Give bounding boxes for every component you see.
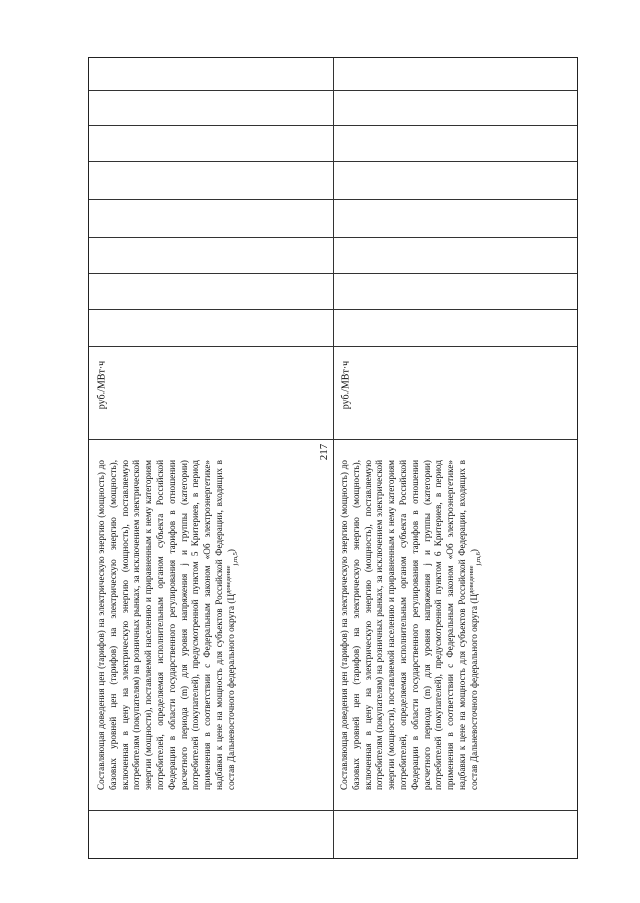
page-number: 217 bbox=[318, 443, 330, 461]
row-1-description-text: Составляющая доведения цен (тарифов) на электрическую энергию (мощность) до базовых уровней цен (тарифов) на электрическую энергию (мощность), включенная в цену на электрическую энергию (мощность), поставляемую потребителям (покупателям) на розничных рынках, за исключением электрической энергии (мощности), поставляемой населению и приравненным к нему категориям потребителей, определяемая исполнительным органом субъекта Российской Федерации в области государственного регулирования тарифов в отношении расчетного периода (m) для уровня напряжения j и группы (категории) потребителей (покупателей), предусмотренной пунктом 5 Критериев, в период применения в соответствии с Федеральным законом «Об электроэнергетике» надбавки к цене на мощность для субъектов Российской Федерации, входящих в состав Дальневосточного федерального округа $(Ц^{доведение}_{j,m,5})$ bbox=[96, 460, 239, 790]
row-2-description-text: Составляющая доведения цен (тарифов) на электрическую энергию (мощность) до базовых уровней цен (тарифов) на электрическую энергию (мощность), включенная в цену на электрическую энергию (мощность), поставляемую потребителям (покупателям) на розничных рынках, за исключением электрической энергии (мощности), поставляемой населению и приравненным к нему категориям потребителей, определяемая исполнительным органом субъекта Российской Федерации в области государственного регулирования тарифов в отношении расчетного периода (m) для уровня напряжения j и группы (категории) потребителей (покупателей), предусмотренной пунктом 6 Критериев, в период применения в соответствии с Федеральным законом «Об электроэнергетике» надбавки к цене на мощность для субъектов Российской Федерации, входящих в состав Дальневосточного федерального округа $(Ц^{доведение}_{j,m,6})$ bbox=[339, 460, 482, 790]
column-divider bbox=[89, 199, 577, 200]
column-divider bbox=[89, 90, 577, 91]
column-divider bbox=[89, 346, 577, 347]
column-divider bbox=[89, 125, 577, 126]
column-divider bbox=[89, 273, 577, 274]
row-2-description bbox=[339, 460, 571, 790]
column-divider bbox=[89, 161, 577, 162]
column-divider bbox=[89, 309, 577, 310]
column-divider bbox=[89, 810, 577, 811]
row-1-unit: руб./МВт·ч bbox=[96, 360, 108, 410]
column-divider bbox=[89, 237, 577, 238]
row-divider bbox=[333, 58, 334, 858]
row-1-description bbox=[96, 460, 322, 790]
row-2-unit: руб./МВт·ч bbox=[340, 360, 352, 410]
column-divider bbox=[89, 439, 577, 440]
